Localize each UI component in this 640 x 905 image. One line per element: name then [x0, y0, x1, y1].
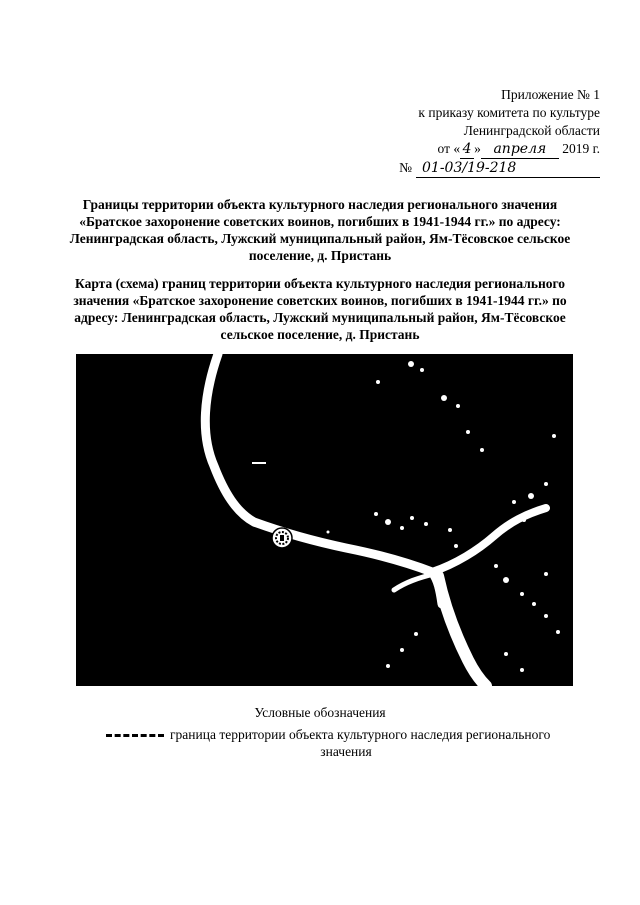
- number-prefix: №: [399, 160, 412, 175]
- boundary-map: [76, 354, 573, 686]
- map-image: [76, 354, 573, 686]
- appendix-block: [340, 86, 600, 178]
- map-small-mark: [252, 462, 266, 464]
- date-prefix: от «: [437, 141, 461, 156]
- legend-item-boundary: [106, 726, 586, 760]
- map-title: Карта (схема) границ территории объекта культурного наследия регионального значения «Братское захоронение советских воинов, погибших в 1941-1944 гг.» по адресу: Ленинградская область, Лужский муниципальный район, Ям-Тёсовское сельское поселение, д. Пристань: [73, 276, 567, 342]
- date-mid: »: [474, 141, 481, 156]
- appendix-title: Приложение № 1: [501, 87, 600, 102]
- appendix-committee: Ленинградской области: [463, 123, 600, 138]
- date-year: 2019 г.: [562, 141, 600, 156]
- legend-item-text-cont: значения: [320, 744, 372, 759]
- date-month: апреля: [481, 140, 559, 159]
- appendix-number: [340, 159, 600, 178]
- document-title: Границы территории объекта культурного наследия регионального значения «Братское захоронение советских воинов, погибших в 1941-1944 гг.» по адресу: Ленинградская область, Лужский муниципальный район, Ям-Тёсовское сельское поселение, д. Пристань: [69, 197, 571, 263]
- map-background: [76, 354, 573, 686]
- appendix-date: [340, 140, 600, 159]
- legend-dashed-line-icon: [106, 734, 164, 737]
- legend-title: Условные обозначения: [254, 705, 386, 720]
- number-value: 01-03/19-218: [416, 159, 600, 178]
- appendix-order-ref: к приказу комитета по культуре: [418, 105, 600, 120]
- site-monument-icon: [280, 535, 284, 541]
- date-day: 4: [460, 140, 474, 159]
- legend-item-text: граница территории объекта культурного наследия регионального: [170, 727, 551, 742]
